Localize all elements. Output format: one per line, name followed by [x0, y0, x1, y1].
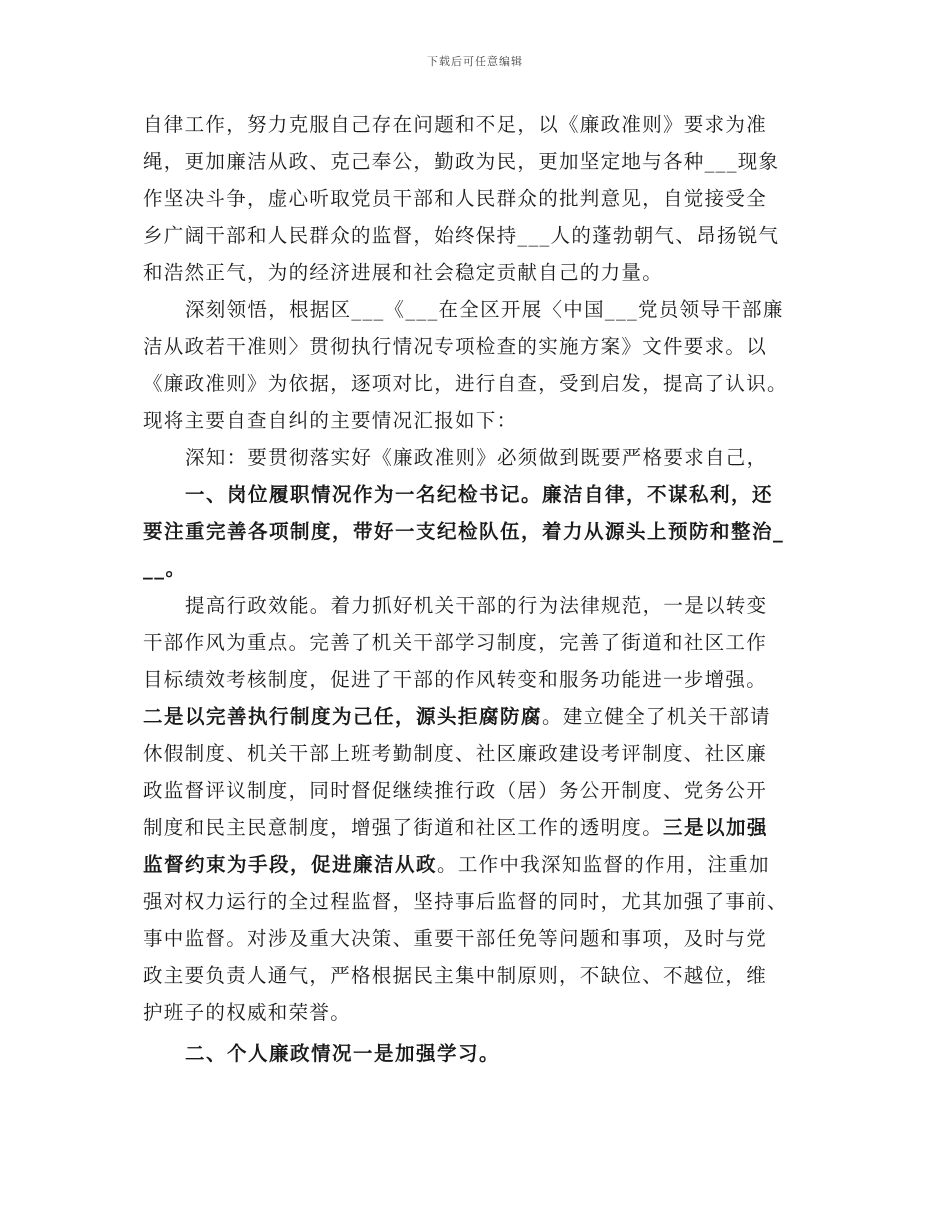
- text-line: 和浩然正气，为的经济进展和社会稳定贡献自己的力量。: [143, 261, 664, 284]
- text-line: 护班子的权威和荣誉。: [143, 1001, 352, 1024]
- header-note: 下载后可任意编辑: [427, 55, 523, 68]
- text-line: 洁从政若干准则〉贯彻执行情况专项检查的实施方案》文件要求。以: [143, 335, 768, 358]
- bold-phrase: 二是以完善执行制度为己任，源头拒腐防腐: [143, 705, 543, 728]
- text-line: 《廉政准则》为依据，逐项对比，进行自查，受到启发，提高了认识。: [143, 372, 788, 395]
- document-body: [143, 106, 823, 1077]
- text-line: 政主要负责人通气，严格根据民主集中制原则，不缺位、不越位，维: [143, 964, 768, 987]
- text-line: 自律工作，努力克服自己存在问题和不足，以《廉政准则》要求为准: [143, 113, 768, 136]
- text-line: 乡广阔干部和人民群众的监督，始终保持___人的蓬勃朝气、昂扬锐气: [143, 224, 780, 247]
- text-line: 提高行政效能。着力抓好机关干部的行为法律规范，一是以转变: [185, 594, 768, 617]
- section-heading-line: 一、岗位履职情况作为一名纪检书记。廉洁自律，不谋私利，还: [185, 483, 774, 506]
- section-heading-line: 要注重完善各项制度，带好一支纪检队伍，着力从源头上预防和整治_: [143, 520, 785, 543]
- text-line: 深刻领悟，根据区___《___在全区开展〈中国___党员领导干部廉: [185, 298, 784, 321]
- mixed-line: [143, 846, 823, 883]
- mixed-line: [143, 809, 823, 846]
- text-line: 事中监督。对涉及重大决策、重要干部任免等问题和事项，及时与党: [143, 927, 768, 950]
- text-line: 目标绩效考核制度，促进了干部的作风转变和服务功能进一步增强。: [143, 668, 768, 691]
- text-phrase: 。工作中我深知监督的作用，注重加: [437, 853, 770, 876]
- text-phrase: 制度和民主民意制度，增强了街道和社区工作的透明度。: [143, 816, 664, 839]
- text-line: 绳，更加廉洁从政、克己奉公，勤政为民，更加坚定地与各种___现象: [143, 150, 780, 173]
- text-phrase: 。建立健全了机关干部请: [542, 705, 771, 728]
- text-line: 现将主要自查自纠的主要情况汇报如下：: [143, 409, 518, 432]
- text-line: 干部作风为重点。完善了机关干部学习制度，完善了街道和社区工作: [143, 631, 768, 654]
- section-heading: 二、个人廉政情况一是加强学习。: [185, 1042, 501, 1065]
- text-line: 休假制度、机关干部上班考勤制度、社区廉政建设考评制度、社区廉: [143, 742, 768, 765]
- bold-phrase: 三是以加强: [663, 816, 769, 839]
- text-line: 政监督评议制度，同时督促继续推行政（居）务公开制度、党务公开: [143, 779, 768, 802]
- text-line: 强对权力运行的全过程监督，坚持事后监督的同时，尤其加强了事前、: [143, 890, 788, 913]
- mixed-line: [143, 698, 823, 735]
- section-heading-line: __。: [143, 557, 187, 580]
- text-line: 作坚决斗争，虚心听取党员干部和人民群众的批判意见，自觉接受全: [143, 187, 768, 210]
- text-line: 深知：要贯彻落实好《廉政准则》必须做到既要严格要求自己，: [185, 446, 768, 469]
- bold-phrase: 监督约束为手段，促进廉洁从政: [143, 853, 438, 876]
